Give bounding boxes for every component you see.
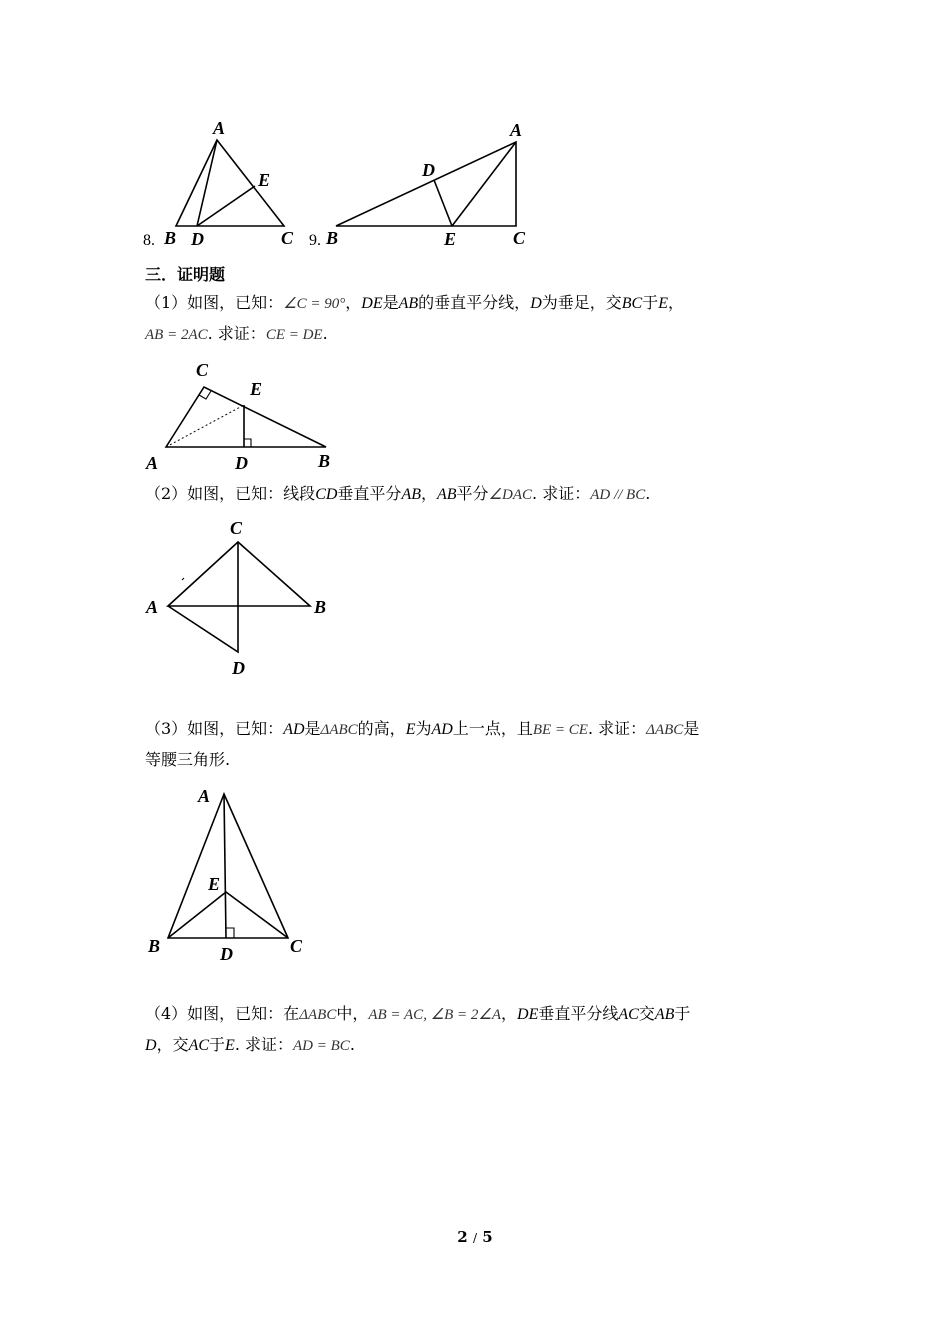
figure-9-number: 9. — [309, 232, 321, 249]
figure-problem-1 — [140, 355, 350, 475]
fig8-label-a: A — [213, 118, 226, 138]
fig8-label-d: D — [191, 229, 204, 249]
problem-3-text: （3）如图，已知：AD是ΔABC的高，E为AD上一点，且BE = CE. 求证：ΔABC是 等腰三角形. — [145, 719, 700, 769]
fig9-triangle-abc — [336, 142, 516, 226]
fig1-label-d: D — [235, 453, 248, 473]
fig9-label-a: A — [510, 120, 523, 140]
problem-4-text: （4）如图，已知：在ΔABC中，AB = AC, ∠B = 2∠A，DE垂直平分线AC交AB于 D，交AC于E. 求证：AD = BC. — [145, 1004, 691, 1054]
fig8-label-b: B — [164, 228, 177, 248]
fig3-altitude-ad — [224, 794, 226, 938]
fig2-triangle-abc — [168, 542, 310, 606]
fig9-label-e: E — [444, 229, 457, 249]
fig9-label-c: C — [513, 228, 526, 248]
fig1-triangle-abc — [166, 387, 326, 447]
fig2-tick — [182, 578, 184, 580]
fig9-label-d: D — [422, 160, 435, 180]
page-number: 2 / 5 — [457, 1228, 493, 1246]
fig8-segment-ad — [197, 140, 217, 226]
fig1-right-angle-d — [244, 439, 251, 447]
fig3-right-angle-d — [226, 928, 234, 938]
problem-2-text: （2）如图，已知：线段CD垂直平分AB，AB平分∠DAC. 求证：AD // BC. — [145, 484, 651, 503]
fig3-label-b: B — [148, 936, 161, 956]
fig8-label-c: C — [281, 228, 294, 248]
figure-8-number: 8. — [143, 232, 155, 249]
figure-problem-2 — [140, 512, 350, 682]
fig8-label-e: E — [258, 170, 271, 190]
fig9-segment-ae — [452, 142, 516, 226]
fig1-label-b: B — [318, 451, 331, 471]
fig3-triangle-abc — [168, 794, 288, 938]
section-title: 三．证明题 — [145, 265, 226, 284]
fig3-label-c: C — [290, 936, 303, 956]
figure-8 — [160, 118, 310, 248]
fig2-label-c: C — [230, 518, 243, 538]
fig2-label-b: B — [314, 597, 327, 617]
fig9-segment-de — [434, 180, 452, 226]
fig1-label-a: A — [146, 453, 159, 473]
problem-1-text: （1）如图，已知：∠C = 90°，DE是AB的垂直平分线，D为垂足，交BC于E， AB = 2AC. 求证：CE = DE. — [145, 293, 685, 343]
fig1-label-e: E — [250, 379, 263, 399]
fig1-dotted-ae — [166, 405, 244, 447]
fig3-label-a: A — [198, 786, 211, 806]
fig2-label-a: A — [146, 597, 159, 617]
fig1-label-c: C — [196, 360, 209, 380]
figure-problem-3 — [140, 782, 320, 967]
fig2-label-d: D — [232, 658, 245, 678]
fig3-label-d: D — [220, 944, 233, 964]
figure-9 — [322, 118, 537, 248]
fig9-label-b: B — [326, 228, 339, 248]
fig3-label-e: E — [208, 874, 221, 894]
